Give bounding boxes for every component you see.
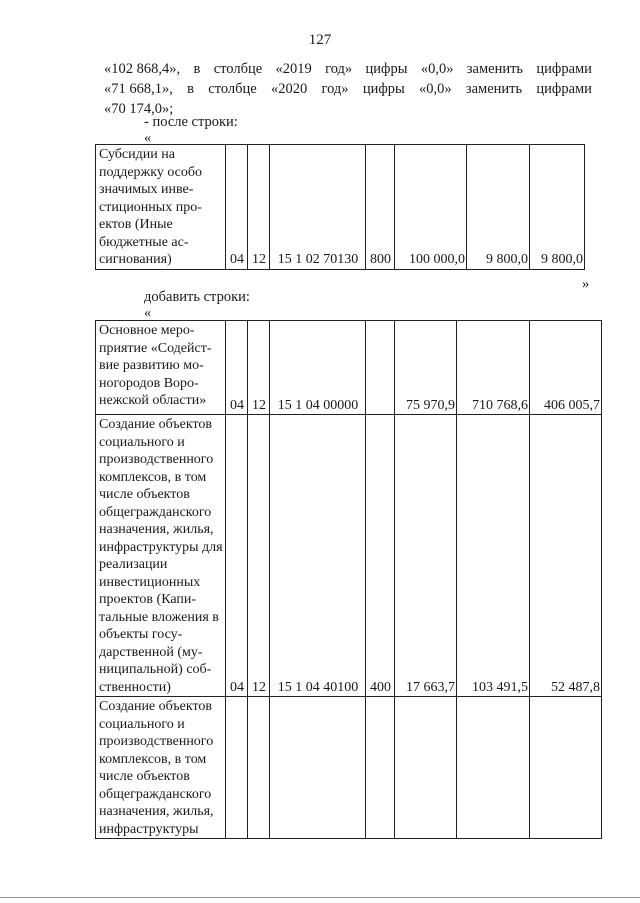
intro-paragraph xyxy=(104,59,592,119)
word: заменить xyxy=(466,61,524,77)
value-col-1: 100 000,0 xyxy=(395,145,467,270)
subsection-code xyxy=(248,697,270,839)
expense-type-code xyxy=(366,321,395,415)
word: «2019 xyxy=(275,61,312,77)
intro-line-1 xyxy=(104,59,592,79)
subsection-code: 12 xyxy=(248,145,270,270)
target-article-code: 15 1 04 00000 xyxy=(270,321,366,415)
expense-type-code: 800 xyxy=(366,145,395,270)
target-article-code: 15 1 04 40100 xyxy=(270,415,366,697)
word: «0,0» xyxy=(419,81,452,97)
word: цифры xyxy=(362,81,405,97)
open-quote: « xyxy=(144,130,152,146)
value-col-1: 17 663,7 xyxy=(395,415,457,697)
add-rows-label: добавить строки: xyxy=(144,289,250,305)
row-name: Субсидии на поддержку особо значимых инве-стиционных про-ектов (Иные бюджетные ас-сигнования) xyxy=(96,145,226,270)
value-col-3: 406 005,7 xyxy=(530,321,602,415)
value-col-2: 710 768,6 xyxy=(457,321,530,415)
subsection-code: 12 xyxy=(248,321,270,415)
table-row xyxy=(96,145,585,270)
target-article-code xyxy=(270,697,366,839)
word: цифры xyxy=(365,61,408,77)
expense-type-code xyxy=(366,697,395,839)
row-name: Основное меро-приятие «Содейст-вие развитию мо-ногородов Воро-нежской области» xyxy=(96,321,226,415)
word: год» xyxy=(321,81,349,97)
expense-type-code: 400 xyxy=(366,415,395,697)
open-quote: « xyxy=(144,305,152,321)
word: «70 174,0»; xyxy=(104,101,174,117)
row-name: Создание объектов социального и производственного комплексов, в том числе объектов общегражданского назначения, жилья, инфраструктуры xyxy=(96,697,226,839)
value-col-2 xyxy=(457,697,530,839)
scan-edge-line xyxy=(0,897,640,898)
value-col-2: 103 491,5 xyxy=(457,415,530,697)
table-before-row xyxy=(95,144,585,270)
section-code: 04 xyxy=(226,321,248,415)
subsection-code: 12 xyxy=(248,415,270,697)
table-added-rows xyxy=(95,320,602,839)
word: цифрами xyxy=(536,81,592,97)
word: в xyxy=(193,61,201,77)
value-col-1 xyxy=(395,697,457,839)
section-code: 04 xyxy=(226,145,248,270)
word: «102 868,4», xyxy=(104,61,181,77)
page-number: 127 xyxy=(308,32,332,48)
value-col-1: 75 970,9 xyxy=(395,321,457,415)
word: год» xyxy=(325,61,353,77)
close-quote: » xyxy=(582,276,590,292)
intro-line-2 xyxy=(104,79,592,99)
table-row xyxy=(96,415,602,697)
value-col-3: 52 487,8 xyxy=(530,415,602,697)
word: «71 668,1», xyxy=(104,81,173,97)
word: столбце xyxy=(213,61,263,77)
word: «0,0» xyxy=(420,61,454,77)
section-code: 04 xyxy=(226,415,248,697)
value-col-3 xyxy=(530,697,602,839)
word: столбце xyxy=(208,81,257,97)
target-article-code: 15 1 02 70130 xyxy=(270,145,366,270)
value-col-2: 9 800,0 xyxy=(467,145,530,270)
word: «2020 xyxy=(270,81,308,97)
word: цифрами xyxy=(536,61,592,77)
table-row xyxy=(96,321,602,415)
word: заменить xyxy=(465,81,523,97)
table-row xyxy=(96,697,602,839)
section-code xyxy=(226,697,248,839)
value-col-3: 9 800,0 xyxy=(530,145,585,270)
word: в xyxy=(187,81,194,97)
row-name: Создание объектов социального и производственного комплексов, в том числе объектов общегражданского назначения, жилья, инфраструктуры для реализации инвестиционных проектов (Капи-тальные вложения в объекты госу-дарственной (му-ниципальной) соб-ственности) xyxy=(96,415,226,697)
after-row-label: - после строки: xyxy=(144,114,238,130)
